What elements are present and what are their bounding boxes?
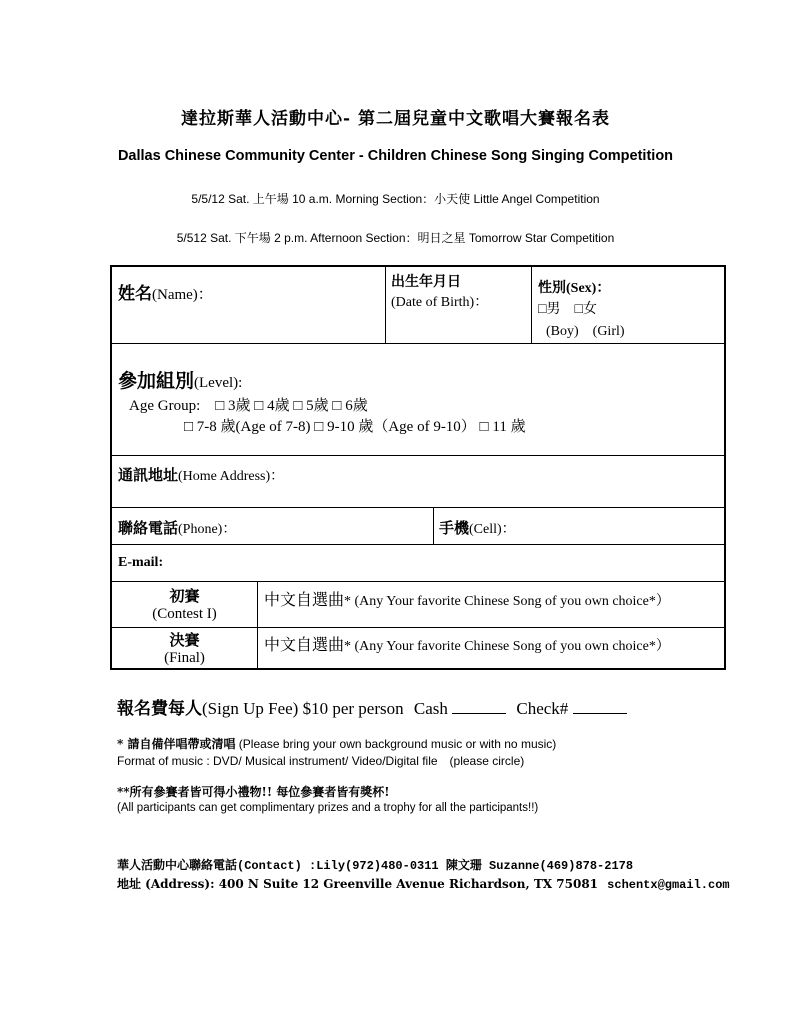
divider: [257, 581, 258, 670]
cell-label-cn: 手機: [439, 519, 470, 537]
divider: [531, 267, 532, 343]
form-title-english: Dallas Chinese Community Center - Children Chinese Song Singing Competition: [117, 148, 674, 164]
level-label-en: (Level):: [194, 375, 243, 391]
divider: [112, 507, 724, 508]
age-group-row-2[interactable]: □ 7-8 歲(Age of 7-8) □ 9-10 歲（Age of 9-10） □ 11 歲: [184, 419, 526, 435]
contest-1-label-en: (Contest I): [152, 606, 217, 622]
name-label-en: (Name)：: [152, 287, 213, 303]
schedule-morning: 5/5/12 Sat. 上午場 10 a.m. Morning Section：小天使 Little Angel Competition: [191, 192, 600, 206]
divider: [112, 627, 724, 628]
divider: [112, 544, 724, 545]
cash-label: Cash: [413, 699, 448, 718]
final-song-en: * (Any Your favorite Chinese Song of you own choice*）: [344, 639, 670, 654]
phone-label-cn: 聯絡電話: [118, 519, 179, 537]
divider: [112, 343, 724, 344]
sex-field[interactable]: [538, 277, 625, 340]
check-blank[interactable]: [573, 699, 627, 714]
address-field[interactable]: [118, 464, 284, 485]
sex-options-english: (Boy) (Girl): [546, 324, 625, 339]
registration-form: [110, 265, 726, 670]
cash-blank[interactable]: [452, 699, 506, 714]
dob-field[interactable]: [391, 271, 488, 311]
contest-1-song-cn: 中文自選曲: [264, 592, 345, 609]
level-heading: [118, 366, 242, 393]
divider: [433, 507, 434, 544]
address-label-en: (Home Address)：: [178, 469, 285, 484]
contact-phones: 華人活動中心聯絡電話(Contact) :Lily(972)480-0311 陳文珊 Suzanne(469)878-2178: [117, 859, 634, 873]
phone-label-en: (Phone)：: [178, 522, 237, 537]
final-label-cn: 決賽: [169, 631, 200, 649]
music-note: [117, 735, 556, 752]
contest-1-label: [112, 585, 257, 623]
contact-email-link[interactable]: schentx@gmail.com: [607, 878, 730, 892]
final-label-en: (Final): [164, 650, 205, 666]
final-label: [112, 629, 257, 667]
music-note-en: (Please bring your own background music or with no music): [235, 737, 557, 751]
cell-field[interactable]: [439, 517, 516, 538]
dob-label-en: (Date of Birth)：: [391, 295, 489, 310]
final-song[interactable]: [264, 632, 670, 655]
contest-1-label-cn: 初賽: [169, 587, 200, 605]
divider: [112, 581, 724, 582]
contact-address-text: 地址 (Address): 400 N Suite 12 Greenville Avenue Richardson, TX 75081: [117, 877, 599, 891]
age-group-row-1[interactable]: Age Group: □ 3歲 □ 4歲 □ 5歲 □ 6歲: [129, 398, 368, 414]
schedule-afternoon: 5/512 Sat. 下午場 2 p.m. Afternoon Section：明日之星 Tomorrow Star Competition: [176, 231, 615, 245]
dob-label-cn: 出生年月日: [391, 274, 461, 290]
fee-label-en: (Sign Up Fee) $10 per person: [202, 699, 404, 718]
address-label-cn: 通訊地址: [118, 466, 179, 484]
check-label: Check#: [516, 699, 569, 718]
prizes-note-en: (All participants can get complimentary prizes and a trophy for all the participants!!): [117, 802, 539, 814]
prizes-note-cn: **所有參賽者皆可得小禮物!! 每位參賽者皆有獎杯!: [117, 785, 390, 799]
level-label-cn: 參加組別: [118, 370, 195, 392]
divider: [112, 455, 724, 456]
name-label-cn: 姓名: [118, 284, 152, 304]
email-field[interactable]: E-mail:: [118, 555, 164, 570]
signup-fee-line: [117, 694, 627, 719]
sex-label-cn: 性別: [538, 280, 566, 296]
fee-label-cn: 報名費每人: [117, 699, 202, 719]
contact-address: [117, 875, 730, 892]
cell-label-en: (Cell)：: [469, 522, 516, 537]
phone-field[interactable]: [118, 517, 236, 538]
final-song-cn: 中文自選曲: [264, 637, 345, 654]
music-format-note: Format of music : DVD/ Musical instrument/ Video/Digital file (please circle): [117, 754, 525, 768]
sex-options[interactable]: □男 □女: [538, 302, 597, 317]
music-note-cn: * 請自備伴唱帶或清唱: [117, 737, 236, 751]
divider: [385, 267, 386, 343]
contest-1-song-en: * (Any Your favorite Chinese Song of you own choice*）: [344, 594, 670, 609]
name-field[interactable]: [118, 279, 213, 304]
contest-1-song[interactable]: [264, 587, 670, 610]
form-title-chinese: 達拉斯華人活動中心- 第二屆兒童中文歌唱大賽報名表: [181, 109, 610, 129]
sex-label-en: (Sex)：: [566, 281, 611, 296]
